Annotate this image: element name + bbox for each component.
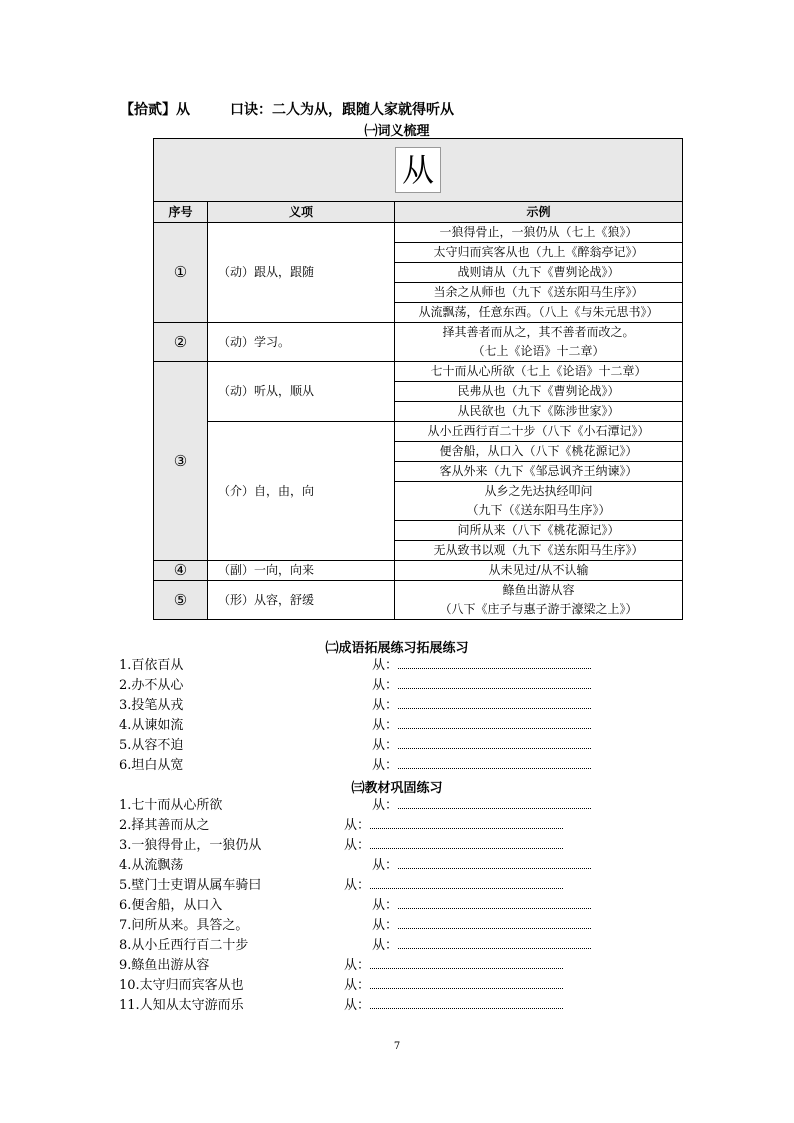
- answer-blank[interactable]: [372, 696, 591, 716]
- meaning-table: [153, 138, 683, 620]
- answer-prompt: 从：: [372, 678, 399, 693]
- answer-prompt: 从：: [344, 958, 371, 973]
- answer-line[interactable]: [398, 716, 591, 729]
- answer-line[interactable]: [398, 736, 591, 749]
- answer-line[interactable]: [398, 676, 591, 689]
- answer-line[interactable]: [370, 876, 563, 889]
- section-title-idioms: ㈡成语拓展练习拓展练习: [325, 641, 469, 656]
- answer-line[interactable]: [398, 916, 591, 929]
- answer-blank[interactable]: [372, 896, 591, 916]
- exercise-term: 2.择其善而从之: [119, 818, 210, 833]
- answer-blank[interactable]: [372, 656, 591, 676]
- answer-blank[interactable]: [372, 736, 591, 756]
- exercise-term: 11.人知从太守游而乐: [119, 998, 244, 1013]
- example-sentence: 一狼得骨止，一狼仍从（七上《狼》）: [395, 223, 683, 243]
- example-sentence: 战则请从（九下《曹刿论战》）: [395, 263, 683, 283]
- exercise-term: 1.百依百从: [119, 658, 184, 673]
- meaning-row: [154, 422, 683, 442]
- lesson-rhyme: 口诀：二人为从，跟随人家就得听从: [230, 102, 454, 118]
- answer-line[interactable]: [398, 856, 591, 869]
- answer-blank[interactable]: [344, 996, 563, 1016]
- exercise-term: 3.一狼得骨止，一狼仍从: [119, 838, 262, 853]
- col-header-example: 示例: [395, 202, 683, 223]
- answer-line[interactable]: [370, 816, 563, 829]
- exercise-term: 7.问所从来。具答之。: [119, 918, 249, 933]
- meaning-row: [154, 561, 683, 581]
- section-title-meanings: ㈠词义梳理: [364, 124, 430, 139]
- answer-line[interactable]: [370, 976, 563, 989]
- meaning-row: [154, 223, 683, 243]
- example-sentence: 择其善者而从之，其不善者而改之。 （七上《论语》十二章）: [395, 323, 683, 362]
- answer-prompt: 从：: [344, 818, 371, 833]
- answer-blank[interactable]: [372, 716, 591, 736]
- sense-number: ④: [154, 561, 208, 581]
- answer-line[interactable]: [398, 656, 591, 669]
- example-sentence: 太守归而宾客从也（九上《醉翁亭记》）: [395, 243, 683, 263]
- sense-number: ③: [154, 362, 208, 561]
- answer-blank[interactable]: [372, 676, 591, 696]
- answer-line[interactable]: [398, 896, 591, 909]
- exercise-term: 6.坦白从宽: [119, 758, 184, 773]
- lesson-tag: 【拾贰】从: [120, 102, 190, 118]
- sense-meaning: （动）听从，顺从: [208, 362, 395, 422]
- example-sentence: 从未见过/从不认输: [395, 561, 683, 581]
- answer-blank[interactable]: [344, 836, 563, 856]
- meaning-row: [154, 581, 683, 620]
- sense-meaning: （动）跟从，跟随: [208, 223, 395, 323]
- answer-prompt: 从：: [344, 878, 371, 893]
- answer-prompt: 从：: [372, 698, 399, 713]
- example-sentence: 七十而从心所欲（七上《论语》十二章）: [395, 362, 683, 382]
- answer-prompt: 从：: [372, 858, 399, 873]
- answer-line[interactable]: [398, 696, 591, 709]
- answer-prompt: 从：: [344, 838, 371, 853]
- example-sentence: 便舍船，从口入（八下《桃花源记》）: [395, 442, 683, 462]
- col-header-meaning: 义项: [208, 202, 395, 223]
- answer-line[interactable]: [370, 996, 563, 1009]
- example-sentence: 从流飘荡，任意东西。（八上《与朱元思书》）: [395, 303, 683, 323]
- lesson-heading: [120, 99, 454, 119]
- example-sentence: 无从致书以观（九下《送东阳马生序》）: [395, 541, 683, 561]
- col-header-number: 序号: [154, 202, 208, 223]
- example-sentence: 问所从来（八下《桃花源记》）: [395, 521, 683, 541]
- answer-prompt: 从：: [372, 738, 399, 753]
- answer-prompt: 从：: [372, 938, 399, 953]
- answer-prompt: 从：: [372, 918, 399, 933]
- example-sentence: 客从外来（九下《邹忌讽齐王纳谏》）: [395, 462, 683, 482]
- exercise-term: 9.鲦鱼出游从容: [119, 958, 210, 973]
- exercise-term: 8.从小丘西行百二十步: [119, 938, 249, 953]
- answer-line[interactable]: [398, 796, 591, 809]
- sense-meaning: （介）自，由，向: [208, 422, 395, 561]
- section-title-textbook: ㈢教材巩固练习: [351, 781, 443, 796]
- exercise-term: 6.便舍船，从口入: [119, 898, 223, 913]
- example-sentence: 从小丘西行百二十步（八下《小石潭记》）: [395, 422, 683, 442]
- sense-number: ②: [154, 323, 208, 362]
- answer-line[interactable]: [370, 836, 563, 849]
- answer-prompt: 从：: [372, 898, 399, 913]
- answer-blank[interactable]: [372, 916, 591, 936]
- answer-prompt: 从：: [344, 978, 371, 993]
- sense-number: ⑤: [154, 581, 208, 620]
- exercise-term: 2.办不从心: [119, 678, 184, 693]
- answer-blank[interactable]: [344, 876, 563, 896]
- sense-meaning: （副）一向，向来: [208, 561, 395, 581]
- answer-blank[interactable]: [372, 756, 591, 776]
- exercise-term: 10.太守归而宾客从也: [119, 978, 244, 993]
- example-sentence: 鲦鱼出游从容 （八下《庄子与惠子游于濠梁之上》）: [395, 581, 683, 620]
- exercise-term: 3.投笔从戎: [119, 698, 184, 713]
- sense-number: ①: [154, 223, 208, 323]
- example-sentence: 当余之从师也（九下《送东阳马生序》）: [395, 283, 683, 303]
- answer-prompt: 从：: [372, 658, 399, 673]
- meaning-row: [154, 323, 683, 362]
- exercise-term: 1.七十而从心所欲: [119, 798, 223, 813]
- answer-blank[interactable]: [372, 856, 591, 876]
- exercise-term: 4.从流飘荡: [119, 858, 184, 873]
- answer-line[interactable]: [398, 756, 591, 769]
- exercise-term: 4.从谏如流: [119, 718, 184, 733]
- meaning-row: [154, 362, 683, 382]
- character-header: [154, 139, 683, 202]
- example-sentence: 民弗从也（九下《曹刿论战》）: [395, 382, 683, 402]
- answer-line[interactable]: [370, 956, 563, 969]
- answer-blank[interactable]: [372, 936, 591, 956]
- answer-prompt: 从：: [344, 998, 371, 1013]
- example-sentence: 从乡之先达执经叩问 （九下（《送东阳马生序》）: [395, 482, 683, 521]
- sense-meaning: （形）从容，舒缓: [208, 581, 395, 620]
- answer-prompt: 从：: [372, 718, 399, 733]
- answer-line[interactable]: [398, 936, 591, 949]
- answer-prompt: 从：: [372, 758, 399, 773]
- character-box: 从: [395, 147, 441, 193]
- answer-blank[interactable]: [344, 976, 563, 996]
- answer-blank[interactable]: [344, 956, 563, 976]
- sense-meaning: （动）学习。: [208, 323, 395, 362]
- answer-prompt: 从：: [372, 798, 399, 813]
- example-sentence: 从民欲也（九下《陈涉世家》）: [395, 402, 683, 422]
- exercise-term: 5.从容不迫: [119, 738, 184, 753]
- answer-blank[interactable]: [372, 796, 591, 816]
- exercise-term: 5.壁门士吏谓从属车骑曰: [119, 878, 262, 893]
- answer-blank[interactable]: [344, 816, 563, 836]
- page-number: 7: [393, 1041, 401, 1052]
